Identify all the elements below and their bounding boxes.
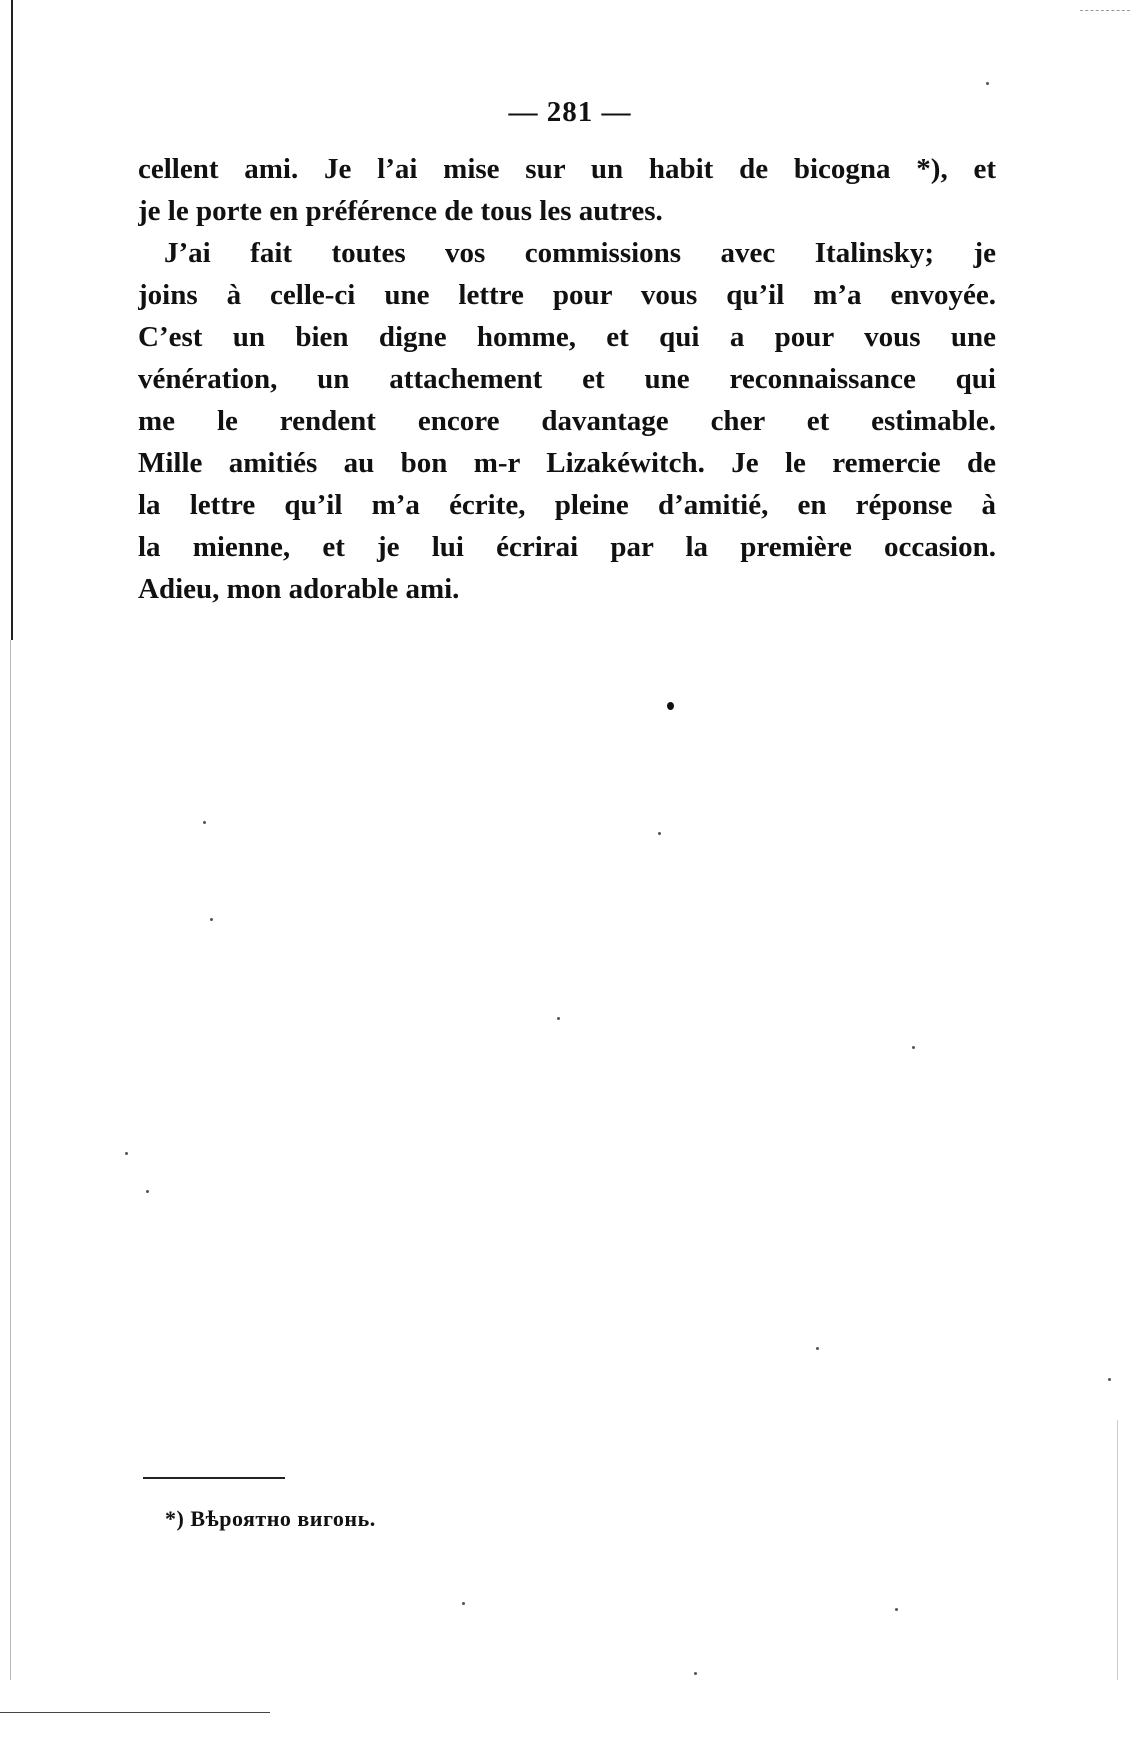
ink-speck — [557, 1017, 560, 1020]
ink-speck — [125, 1152, 128, 1155]
text-line: vénération, un attachement et une reconnaissance qui — [138, 363, 996, 395]
text-line: la mienne, et je lui écrirai par la première occasion. — [138, 531, 996, 563]
text-line: C’est un bien digne homme, et qui a pour vous une — [138, 321, 996, 353]
text-line: Adieu, mon adorable ami. — [138, 573, 460, 605]
scan-edge-right-faint — [1117, 1420, 1118, 1680]
ink-speck — [667, 702, 674, 710]
scan-edge-left-faint — [10, 640, 11, 1680]
text-line: la lettre qu’il m’a écrite, pleine d’amitié, en réponse à — [138, 489, 996, 521]
ink-speck — [895, 1608, 898, 1611]
scan-edge-bottom — [0, 1712, 270, 1713]
text-line: je le porte en préférence de tous les autres. — [138, 195, 663, 227]
text-line: cellent ami. Je l’ai mise sur un habit de bicogna *), et — [138, 153, 996, 185]
ink-speck — [986, 82, 989, 85]
text-line: joins à celle-ci une lettre pour vous qu’il m’a envoyée. — [138, 279, 996, 311]
ink-speck — [816, 1347, 819, 1350]
text-line: me le rendent encore davantage cher et estimable. — [138, 405, 996, 437]
footnote: *) Вѣроятно вигонь. — [165, 1506, 376, 1531]
ink-speck — [203, 821, 206, 824]
text-line: Mille amitiés au bon m-r Lizakéwitch. Je le remercie de — [138, 447, 996, 479]
text-line: J’ai fait toutes vos commissions avec Italinsky; je — [164, 237, 996, 269]
ink-speck — [694, 1672, 697, 1675]
ink-speck — [210, 918, 213, 921]
body-text — [138, 148, 996, 610]
ink-speck — [658, 832, 661, 835]
footnote-rule — [143, 1477, 285, 1479]
ink-speck — [912, 1046, 915, 1049]
page-number: — 281 — — [508, 96, 632, 128]
ink-speck — [146, 1190, 149, 1193]
ink-speck — [1108, 1378, 1111, 1381]
scan-edge-top-right — [1080, 10, 1130, 12]
ink-speck — [462, 1602, 465, 1605]
